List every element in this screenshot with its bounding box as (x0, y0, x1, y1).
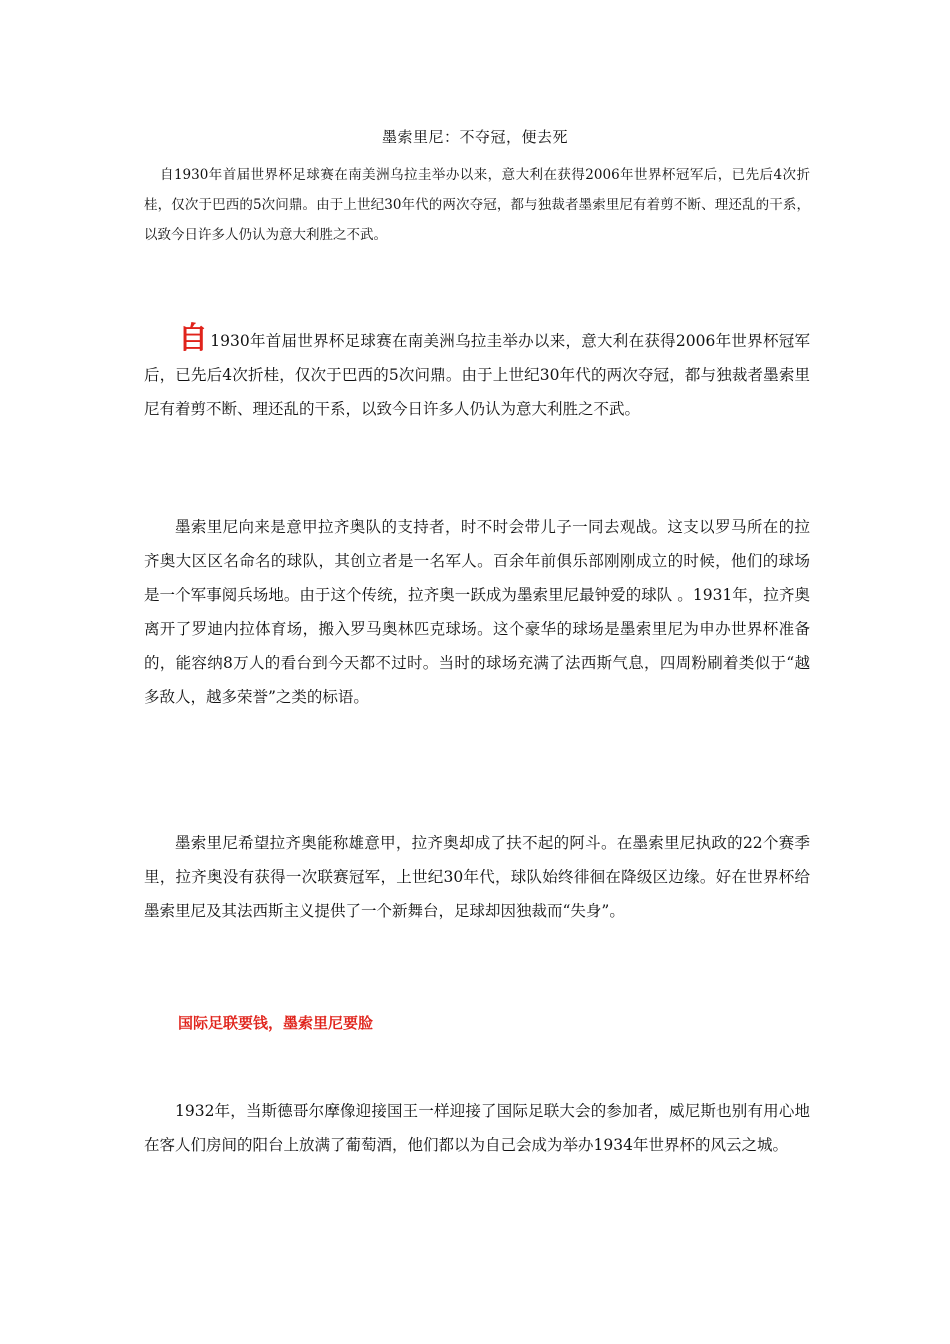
drop-cap: 自 (178, 321, 209, 356)
paragraph-5: 1932年，当斯德哥尔摩像迎接国王一样迎接了国际足联大会的参加者，威尼斯也别有用心地在客人们房间的阳台上放满了葡萄酒，他们都以为自己会成为举办1934年世界杯的风云之城。 (144, 1102, 810, 1154)
paragraph-2: 墨索里尼向来是意甲拉齐奥队的支持者，时不时会带儿子一同去观战。这支以罗马所在的拉齐奥大区区名命名的球队，其创立者是一名军人。百余年前俱乐部刚刚成立的时候，他们的球场是一个军事阅兵场地。由于这个传统，拉齐奥一跃成为墨索里尼最钟爱的球队 。1931年，拉齐奥离开了罗迪内拉体育场，搬入罗马奥林匹克球场。这个豪华的球场是墨索里尼为申办世界杯准备的，能容纳8万人的看台到今天都不过时。当时的球场充满了法西斯气息，四周粉刷着类似于“越多敌人，越多荣誉”之类的标语。 (144, 518, 810, 706)
article-title: 墨索里尼：不夺冠，便去死 (381, 128, 568, 146)
paragraph-1 (144, 322, 810, 426)
article-summary: 自1930年首届世界杯足球赛在南美洲乌拉圭举办以来，意大利在获得2006年世界杯冠军后，已先后4次折桂，仅次于巴西的5次问鼎。由于上世纪30年代的两次夺冠，都与独裁者墨索里尼有着剪不断、理还乱的干系，以致今日许多人仍认为意大利胜之不武。 (144, 167, 810, 243)
section-subheading: 国际足联要钱，墨索里尼要脸 (178, 1014, 374, 1032)
paragraph-3: 墨索里尼希望拉齐奥能称雄意甲，拉齐奥却成了扶不起的阿斗。在墨索里尼执政的22个赛季里，拉齐奥没有获得一次联赛冠军，上世纪30年代，球队始终徘徊在降级区边缘。好在世界杯给墨索里尼及其法西斯主义提供了一个新舞台，足球却因独裁而“失身”。 (144, 834, 810, 920)
paragraph-1-text: 1930年首届世界杯足球赛在南美洲乌拉圭举办以来，意大利在获得2006年世界杯冠军后，已先后4次折桂，仅次于巴西的5次问鼎。由于上世纪30年代的两次夺冠，都与独裁者墨索里尼有着剪不断、理还乱的干系，以致今日许多人仍认为意大利胜之不武。 (144, 332, 810, 418)
